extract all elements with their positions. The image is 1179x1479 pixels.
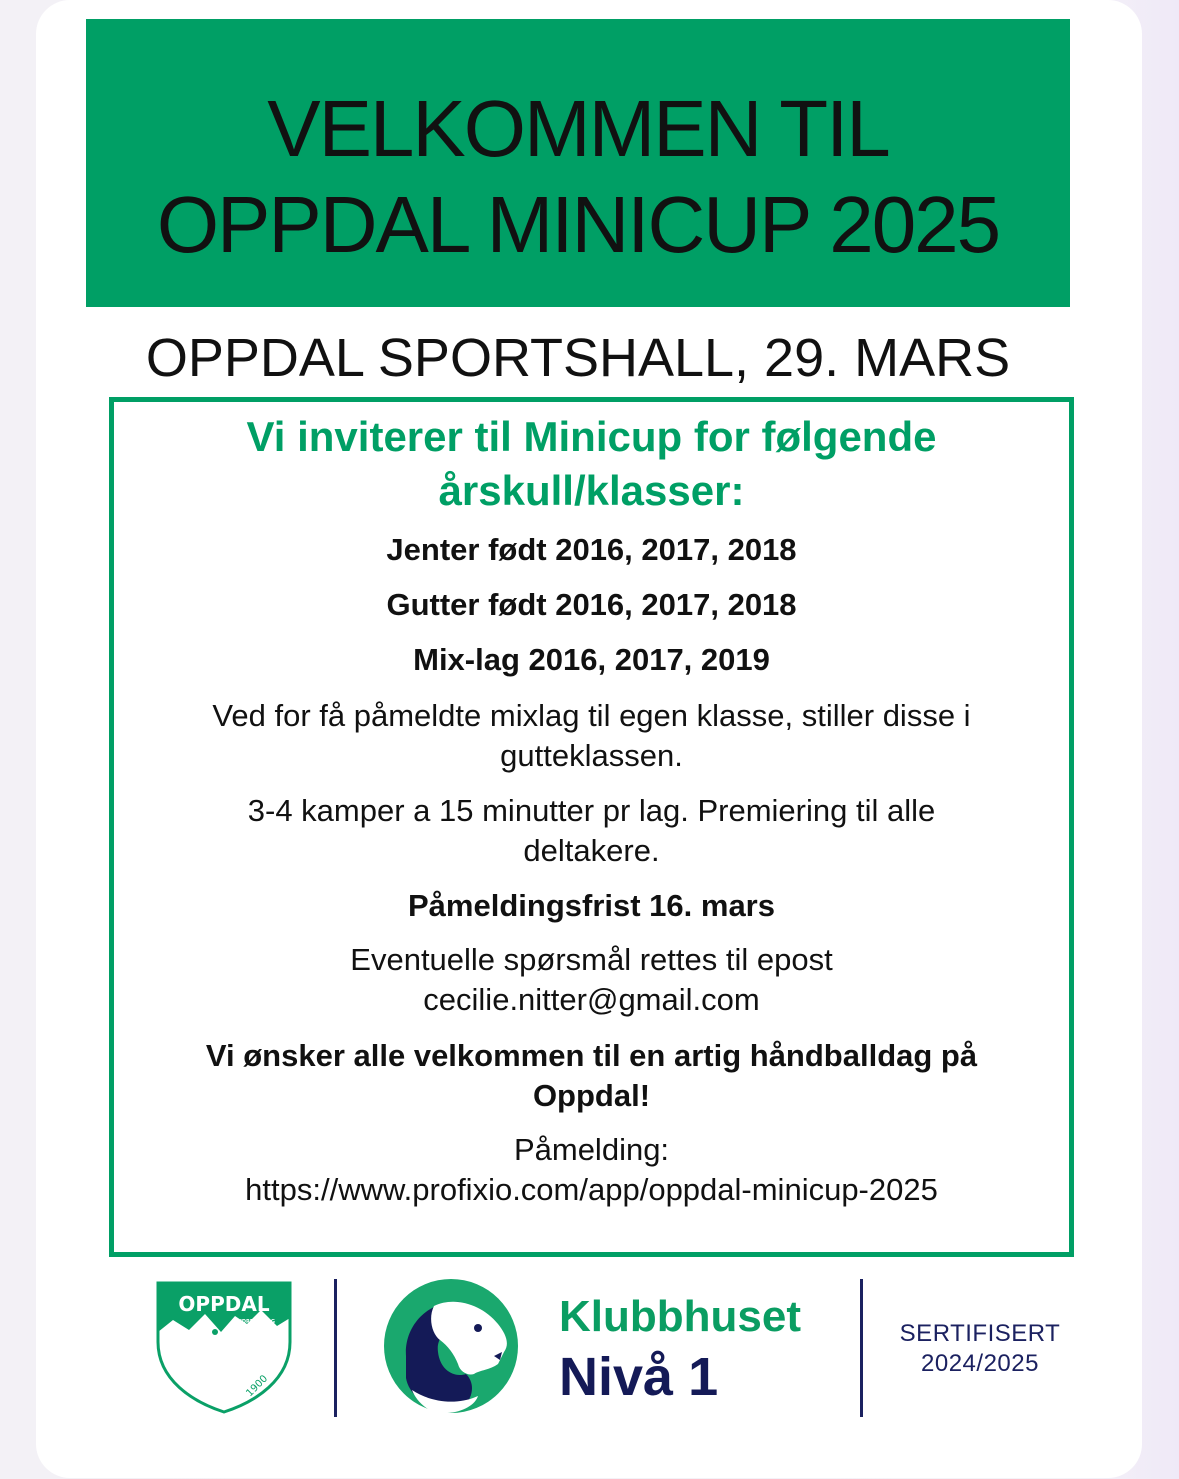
logo-club-name: OPPDAL: [178, 1292, 270, 1316]
mix-note-line1: Ved for få påmeldte mixlag til egen klasse, stiller disse i: [212, 698, 971, 733]
welcome-line1: Vi ønsker alle velkommen til en artig håndballdag på: [205, 1038, 978, 1073]
signup-link[interactable]: https://www.profixio.com/app/oppdal-minicup-2025: [245, 1172, 938, 1207]
invite-heading-line1: Vi inviterer til Minicup for følgende: [246, 413, 937, 460]
klubbhuset-title: Klubbhuset: [559, 1292, 801, 1341]
mix-note-line2: gutteklassen.: [500, 738, 683, 773]
banner-title-line1: VELKOMMEN TIL: [267, 84, 889, 173]
invitation-box: [109, 397, 1074, 1257]
cert-line2: 2024/2025: [921, 1350, 1039, 1377]
class-girls: Jenter født 2016, 2017, 2018: [386, 532, 797, 567]
welcome-line2: Oppdal!: [532, 1078, 651, 1113]
invite-heading: [114, 410, 1069, 518]
matches-line1: 3-4 kamper a 15 minutter pr lag. Premiering til alle: [247, 793, 936, 828]
certification: [880, 1319, 1080, 1379]
title-banner: [86, 19, 1070, 307]
footer-divider-right: [860, 1279, 863, 1417]
footer-divider-left: [334, 1279, 337, 1417]
matches-line2: deltakere.: [523, 833, 660, 868]
signup-deadline: Påmeldingsfrist 16. mars: [408, 888, 775, 923]
oppdal-il-logo: [155, 1280, 293, 1414]
signup-label: Påmelding:: [513, 1132, 670, 1167]
questions-line1: Eventuelle spørsmål rettes til epost: [350, 942, 833, 977]
bear-icon: [382, 1278, 520, 1418]
venue-date: OPPDAL SPORTSHALL, 29. MARS: [145, 328, 1011, 388]
class-boys: Gutter født 2016, 2017, 2018: [386, 587, 797, 622]
invite-heading-line2: årskull/klasser:: [438, 467, 745, 514]
logo-year: 1900: [244, 1373, 271, 1400]
banner-title-line2: OPPDAL MINICUP 2025: [156, 180, 1000, 269]
cert-line1: SERTIFISERT: [899, 1320, 1061, 1347]
logo-club-sub: IDRETTSLAG: [240, 1319, 275, 1325]
class-mix: Mix-lag 2016, 2017, 2019: [413, 642, 770, 677]
klubbhuset-level: Nivå 1: [559, 1347, 719, 1407]
contact-email[interactable]: cecilie.nitter@gmail.com: [423, 982, 760, 1017]
